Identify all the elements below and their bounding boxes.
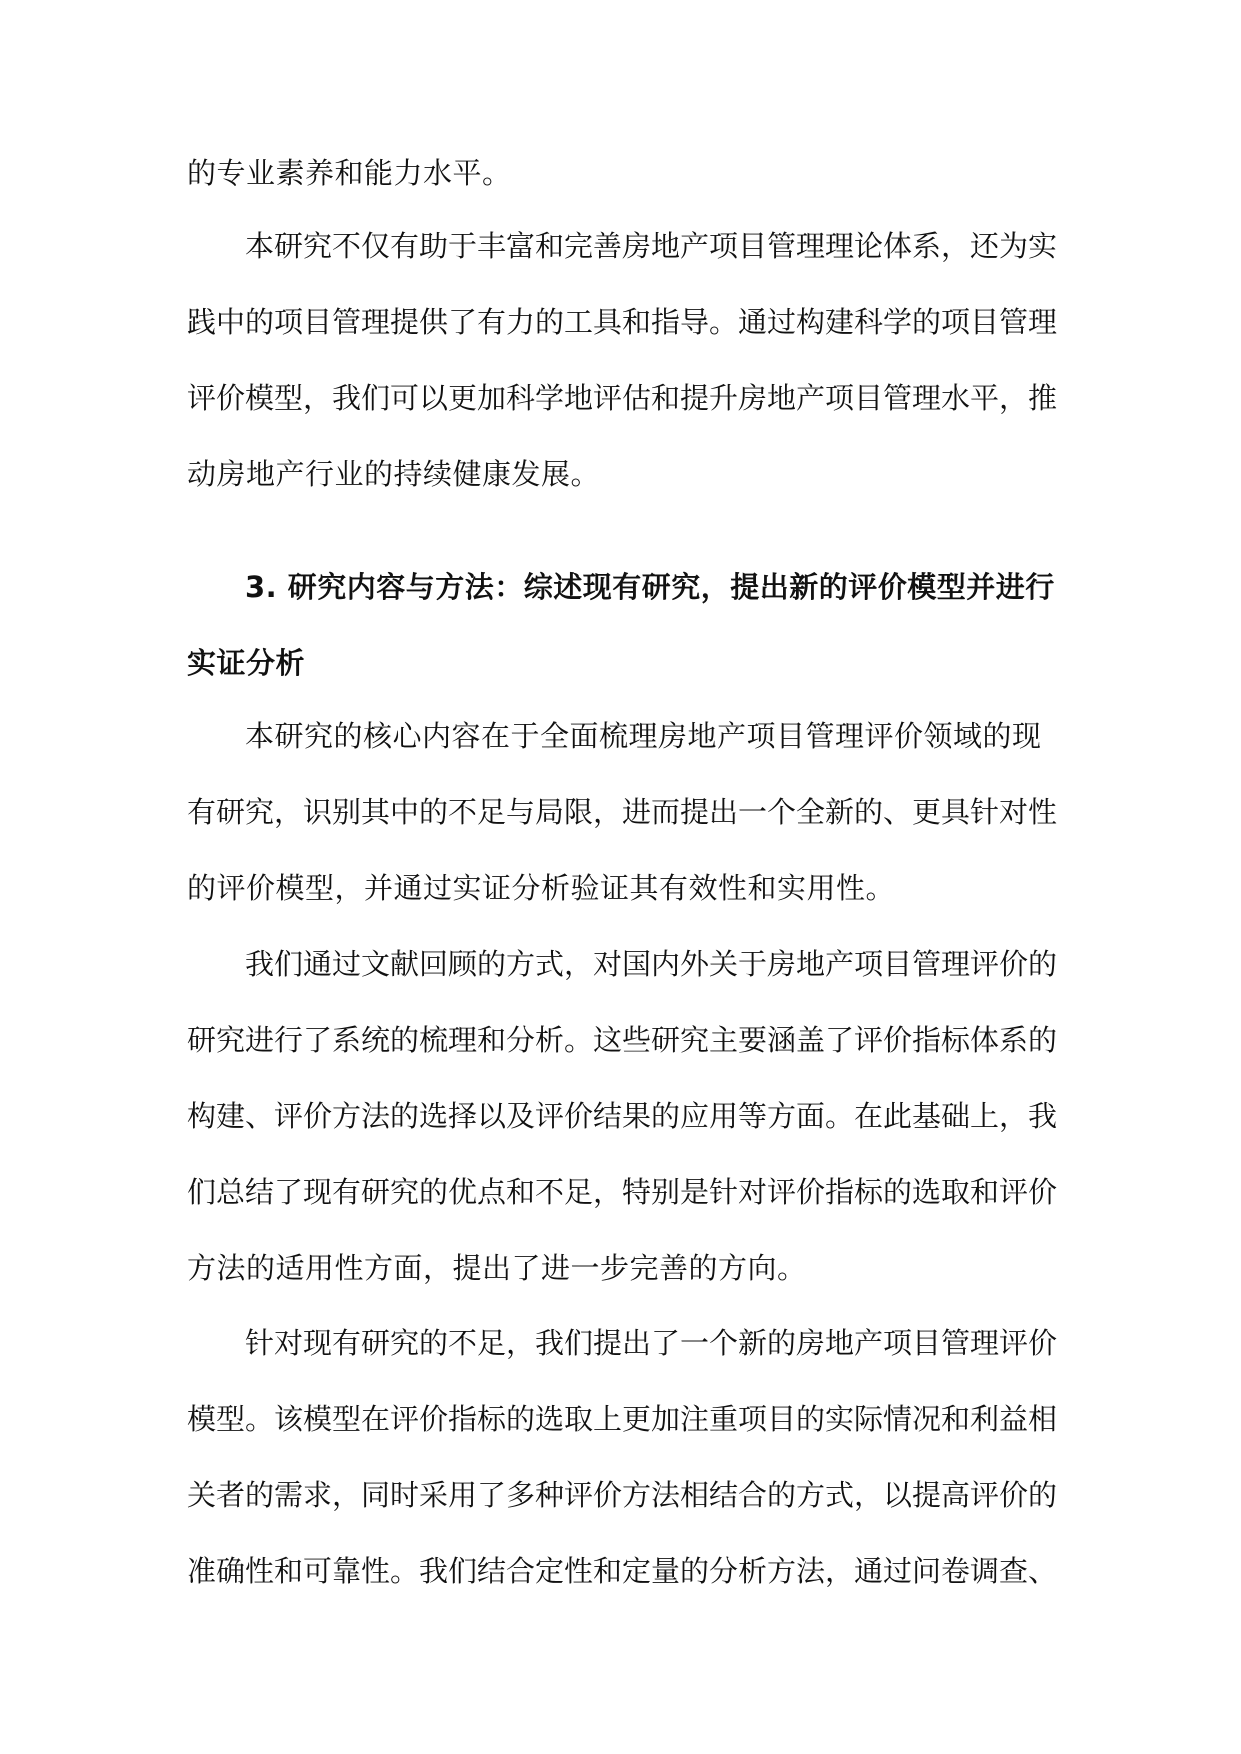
paragraph-line: 本研究不仅有助于丰富和完善房地产项目管理理论体系，还为实 [245, 229, 1058, 263]
paragraph-line: 有研究，识别其中的不足与局限，进而提出一个全新的、更具针对性 [187, 795, 1058, 829]
paragraph-line: 构建、评价方法的选择以及评价结果的应用等方面。在此基础上，我 [187, 1099, 1058, 1133]
paragraph-line: 研究进行了系统的梳理和分析。这些研究主要涵盖了评价指标体系的 [187, 1023, 1058, 1057]
paragraph-line: 准确性和可靠性。我们结合定性和定量的分析方法，通过问卷调查、 [187, 1554, 1058, 1588]
paragraph-line: 方法的适用性方面，提出了进一步完善的方向。 [187, 1251, 807, 1285]
paragraph-line: 本研究的核心内容在于全面梳理房地产项目管理评价领域的现 [245, 719, 1042, 753]
paragraph-line: 评价模型，我们可以更加科学地评估和提升房地产项目管理水平，推 [187, 381, 1058, 415]
paragraph-line: 践中的项目管理提供了有力的工具和指导。通过构建科学的项目管理 [187, 305, 1058, 339]
paragraph-line: 的评价模型，并通过实证分析验证其有效性和实用性。 [187, 871, 896, 905]
paragraph-line: 们总结了现有研究的优点和不足，特别是针对评价指标的选取和评价 [187, 1175, 1058, 1209]
section-heading: 3. 研究内容与方法：综述现有研究，提出新的评价模型并进行 [245, 570, 1055, 604]
section-heading-continued: 实证分析 [187, 646, 306, 680]
paragraph-line: 我们通过文献回顾的方式，对国内外关于房地产项目管理评价的 [245, 947, 1058, 981]
paragraph-line: 的专业素养和能力水平。 [187, 156, 512, 190]
paragraph-line: 关者的需求，同时采用了多种评价方法相结合的方式，以提高评价的 [187, 1478, 1058, 1512]
paragraph-line: 模型。该模型在评价指标的选取上更加注重项目的实际情况和利益相 [187, 1402, 1058, 1436]
paragraph-line: 动房地产行业的持续健康发展。 [187, 457, 601, 491]
paragraph-line: 针对现有研究的不足，我们提出了一个新的房地产项目管理评价 [245, 1326, 1058, 1360]
